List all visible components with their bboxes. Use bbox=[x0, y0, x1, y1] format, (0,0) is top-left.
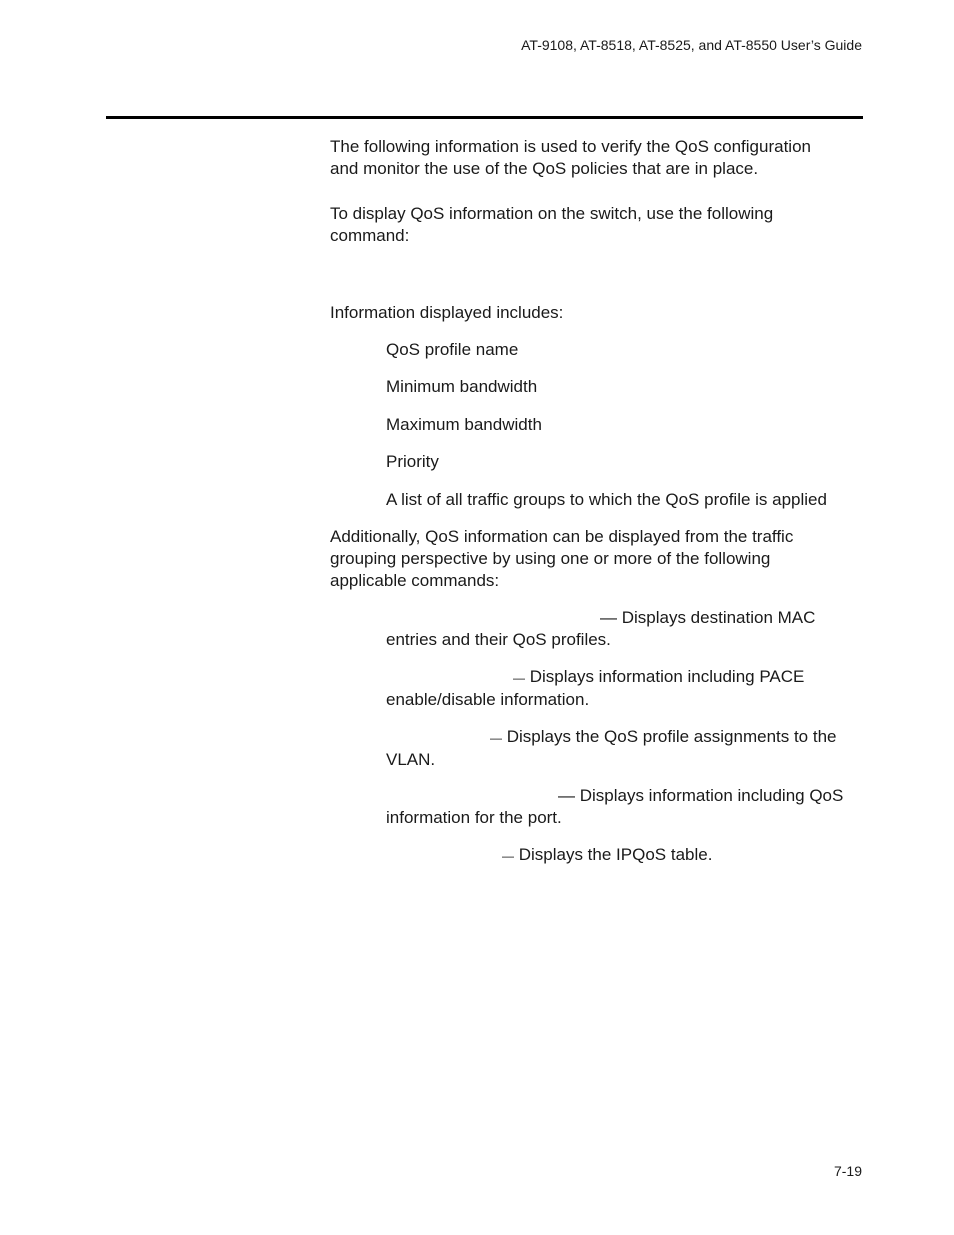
command-description bbox=[386, 844, 862, 867]
command-description bbox=[386, 785, 862, 829]
list-item: Minimum bandwidth bbox=[386, 377, 538, 396]
additional-line-1: Additionally, QoS information can be displayed from the traffic bbox=[330, 527, 794, 546]
command-desc-line-1: Displays information including PACE bbox=[525, 667, 805, 686]
display-command-paragraph bbox=[330, 203, 860, 247]
info-displayed-heading: Information displayed includes: bbox=[330, 303, 564, 322]
em-dash: — bbox=[558, 786, 575, 805]
display-line-2: command: bbox=[330, 226, 410, 245]
additional-line-2: grouping perspective by using one or more of the following bbox=[330, 549, 771, 568]
em-dash: — bbox=[600, 608, 617, 627]
additional-info-paragraph bbox=[330, 526, 860, 592]
em-dash: — bbox=[513, 671, 525, 685]
command-desc-line-1: Displays the IPQoS table. bbox=[514, 845, 713, 864]
list-item: Priority bbox=[386, 452, 439, 471]
intro-paragraph bbox=[330, 136, 860, 180]
command-description bbox=[386, 607, 862, 651]
intro-line-1: The following information is used to verify the QoS configuration bbox=[330, 137, 811, 156]
list-item: QoS profile name bbox=[386, 340, 519, 359]
command-desc-line-2: information for the port. bbox=[386, 808, 562, 827]
running-header: AT-9108, AT-8518, AT-8525, and AT-8550 User’s Guide bbox=[521, 37, 862, 53]
command-desc-line-2: enable/disable information. bbox=[386, 690, 590, 709]
section-divider bbox=[106, 116, 863, 119]
command-desc-line-1: Displays information including QoS bbox=[575, 786, 844, 805]
command-desc-line-1: Displays destination MAC bbox=[617, 608, 816, 627]
additional-line-3: applicable commands: bbox=[330, 571, 500, 590]
command-desc-line-1: Displays the QoS profile assignments to the bbox=[502, 727, 837, 746]
page-number: 7-19 bbox=[833, 1163, 862, 1179]
em-dash: — bbox=[490, 731, 502, 745]
list-item: Maximum bandwidth bbox=[386, 415, 542, 434]
em-dash: — bbox=[502, 849, 514, 863]
command-description bbox=[386, 726, 862, 771]
command-description bbox=[386, 666, 862, 711]
command-desc-line-2: VLAN. bbox=[386, 750, 436, 769]
intro-line-2: and monitor the use of the QoS policies that are in place. bbox=[330, 159, 759, 178]
command-desc-line-2: entries and their QoS profiles. bbox=[386, 630, 611, 649]
display-line-1: To display QoS information on the switch, use the following bbox=[330, 204, 774, 223]
list-item: A list of all traffic groups to which the QoS profile is applied bbox=[386, 490, 827, 509]
